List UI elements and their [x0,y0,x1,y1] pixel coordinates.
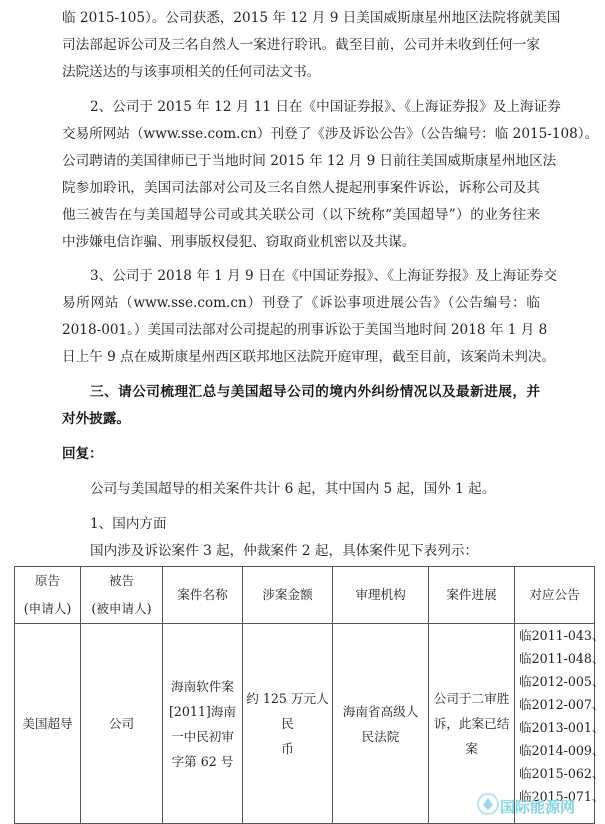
announcement-item: 临2012-005、 [519,674,605,689]
header-case-name: 案件名称 [163,567,243,624]
paragraph-line: 法院送达的与该事项相关的任何司法文书。 [62,64,321,80]
header-amount: 涉案金额 [243,567,333,624]
paragraph-line: 国内涉及诉讼案件 3 起，仲裁案件 2 起，具体案件见下表列示： [90,543,479,559]
paragraph-line: 易所网站（www.sse.com.cn）刊登了《诉讼事项进展公告》（公告编号：临 [62,295,540,311]
energy-logo-icon [476,792,500,816]
paragraph-line: 日上午 9 点在威斯康星州西区联邦地区法院开庭审理，截至目前，该案尚未判决。 [62,349,556,365]
paragraph-line: 公司聘请的美国律师已于当地时间 2015 年 12 月 9 日前往美国威斯康星州地区法 [62,153,557,169]
watermark-text: 国际能源网 [500,798,576,816]
watermark [476,790,600,820]
case-table [14,566,605,824]
announcement-item: 临2012-007、 [519,697,605,712]
paragraph-line: 交易所网站（www.sse.com.cn）刊登了《涉及诉讼公告》（公告编号：临 2015-108）。 [62,126,599,142]
announcement-item: 临2011-043、 [519,628,605,643]
paragraph-line: 3、公司于 2018 年 1 月 9 日在《中国证券报》、《上海证券报》及上海证券交 [90,268,558,284]
paragraph-line: 他三被告在与美国超导公司或其关联公司（以下统称“美国超导”）的业务往来 [62,207,540,223]
announcement-item: 临2011-048、 [519,651,605,666]
announcement-item: 临2014-009、 [519,743,605,758]
cell-case-name: 海南软件案 [2011]海南 一中民初审 字第 62 号 [163,624,243,824]
reply-heading: 回复： [62,446,103,462]
cell-amount: 约 125 万元人民 币 [243,624,333,824]
cell-progress: 公司于二审胜 诉，此案已结案 [429,624,515,824]
paragraph-line: 公司与美国超导的相关案件共计 6 起，其中国内 5 起，国外 1 起。 [90,481,496,497]
cell-plaintiff: 美国超导 [15,624,81,824]
header-court: 审理机构 [333,567,429,624]
paragraph-line: 2、公司于 2015 年 12 月 11 日在《中国证券报》、《上海证券报》及上海证券 [90,99,561,115]
section-heading: 三、请公司梳理汇总与美国超导公司的境内外纠纷情况以及最新进展，并 [90,384,540,400]
subsection-heading: 1、国内方面 [90,516,167,532]
paragraph-line: 2018-001。）美国司法部对公司提起的刑事诉讼于美国当地时间 2018 年 1 月 8 [62,322,548,338]
paragraph-line: 中涉嫌电信诈骗、刑事版权侵犯、窃取商业机密以及共谋。 [62,234,416,250]
header-announcement: 对应公告 [515,567,595,624]
cell-court: 海南省高级人 民法院 [333,624,429,824]
header-progress: 案件进展 [429,567,515,624]
cell-defendant: 公司 [81,624,163,824]
announcement-item: 临2015-071、 [519,789,605,804]
paragraph-line: 临 2015-105）。公司获悉，2015 年 12 月 9 日美国威斯康星州地区法院将就美国 [62,10,561,26]
header-defendant: 被告 (被申请人) [81,567,163,624]
table-header-row [15,567,595,624]
header-plaintiff: 原告 (申请人) [15,567,81,624]
announcement-item: 临2013-001、 [519,720,605,735]
paragraph-line: 司法部起诉公司及三名自然人一案进行聆讯。截至目前，公司并未收到任何一家 [62,37,540,53]
announcement-item: 临2015-062、 [519,766,605,781]
paragraph-line: 院参加聆讯，美国司法部对公司及三名自然人提起刑事案件诉讼，诉称公司及其 [62,180,540,196]
section-heading: 对外披露。 [62,411,130,427]
